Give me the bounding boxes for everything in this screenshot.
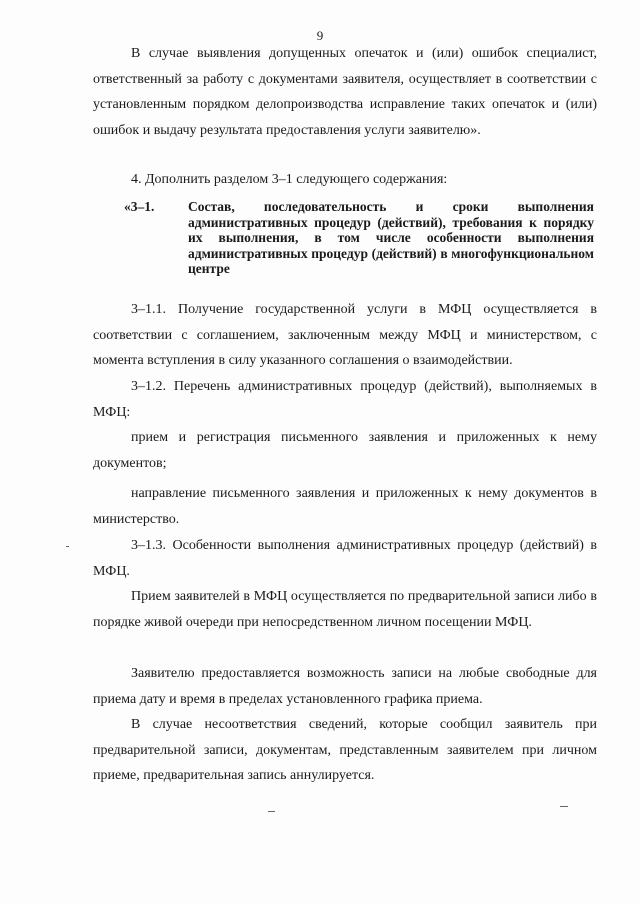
scan-speck [268, 811, 275, 812]
paragraph-3-1-3: 3–1.3. Особенности выполнения административных процедур (действий) в МФЦ. [93, 538, 597, 579]
list-item-reception: прием и регистрация письменного заявления и приложенных к нему документов; [93, 430, 597, 471]
scan-speck [560, 806, 568, 807]
paragraph-booking-option: Заявителю предоставляется возможность записи на любые свободные для приема дату и время в пределах установленного графика приема. [93, 666, 597, 707]
paragraph-3-1-2: 3–1.2. Перечень административных процедур (действий), выполняемых в МФЦ: [93, 379, 597, 420]
list-item-forwarding: направление письменного заявления и приложенных к нему документов в министерство. [93, 486, 597, 527]
section-heading [124, 199, 594, 277]
section-heading-number: «3–1. [124, 199, 155, 214]
paragraph-booking-cancellation: В случае несоответствия сведений, которые сообщил заявитель при предварительной записи, документам, представленным заявителем при личном приеме, предварительная запись аннулируется. [93, 717, 597, 783]
paragraph-typo-correction: В случае выявления допущенных опечаток и (или) ошибок специалист, ответственный за работу с документами заявителя, осуществляет в соответствии с установленным порядком делопроизводства исправление таких опечаток и (или) ошибок и выдачу результата предоставления услуги заявителю». [93, 46, 597, 138]
paragraph-add-section: 4. Дополнить разделом 3–1 следующего содержания: [131, 172, 448, 187]
scan-speck [66, 546, 69, 547]
paragraph-3-1-1: 3–1.1. Получение государственной услуги в МФЦ осуществляется в соответствии с соглашением, заключенным между МФЦ и министерством, с момента вступления в силу указанного соглашения о взаимодействии. [93, 302, 597, 368]
page-number: 9 [316, 28, 324, 43]
section-heading-text: Состав, последовательность и сроки выполнения административных процедур (действий), требования к порядку их выполнения, в том числе особенности выполнения административных процедур (действий) в многофункциональном центре [188, 199, 594, 276]
paragraph-reception-order: Прием заявителей в МФЦ осуществляется по предварительной записи либо в порядке живой очереди при непосредственном личном посещении МФЦ. [93, 589, 597, 630]
